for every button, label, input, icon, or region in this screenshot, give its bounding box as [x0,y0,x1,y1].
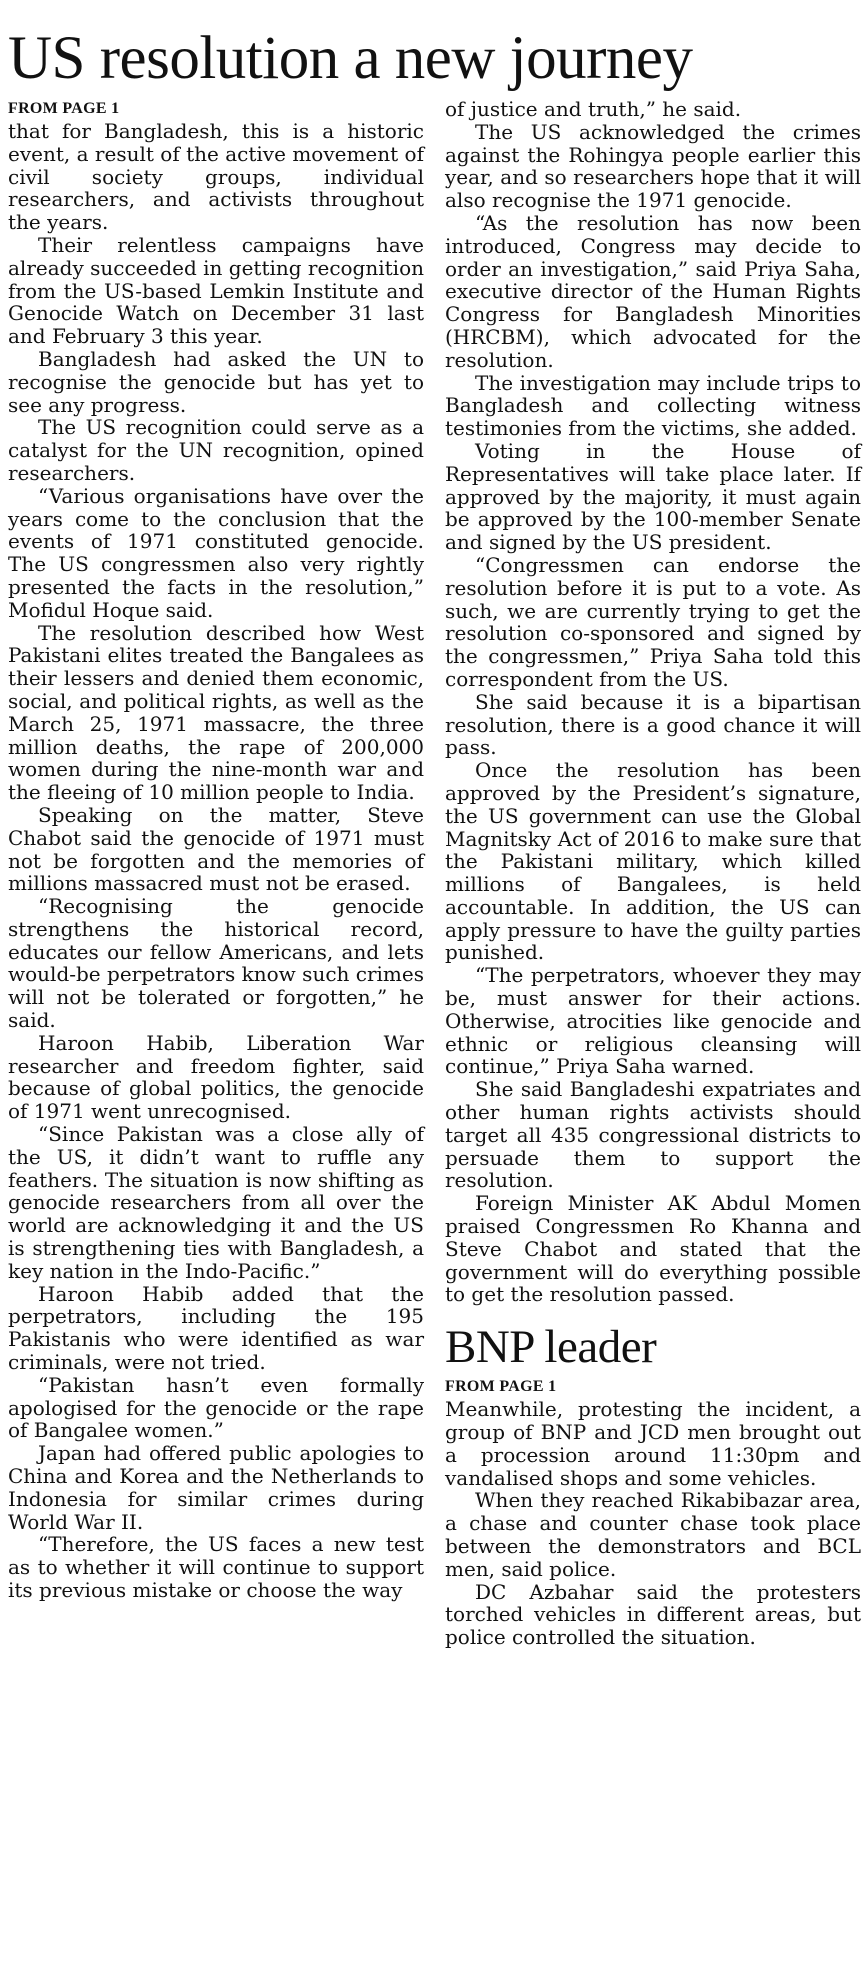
article-paragraph: She said because it is a bipartisan resolution, there is a good chance it will pass. [445,689,861,760]
article-paragraph: Foreign Minister AK Abdul Momen praised Congressmen Ro Khanna and Steve Chabot and stated that the government will do everything possible to get the resolution passed. [445,1191,861,1307]
article-paragraph: The US recognition could serve as a catalyst for the UN recognition, opined researchers. [8,415,424,485]
article-column-right [445,98,861,1649]
article-paragraph: The investigation may include trips to Bangladesh and collecting witness testimonies from the victims, she added. [445,370,861,441]
article-paragraph: “Since Pakistan was a close ally of the US, it didn’t want to ruffle any feathers. The situation is now shifting as genocide researchers from all over the world are acknowledging it and the US is strengthening ties with Bangladesh, a key nation in the Indo-Pacific.” [8,1122,424,1283]
article-paragraph: “Recognising the genocide strengthens the historical record, educates our fellow Americans, and lets would-be perpetrators know such crimes will not be tolerated or forgotten,” he said. [8,894,424,1033]
article-paragraph: of justice and truth,” he said. [445,97,742,121]
article-paragraph: She said Bangladeshi expatriates and other human rights activists should target all 435 congressional districts to persuade them to support the resolution. [445,1077,861,1193]
article-paragraph: DC Azbahar said the protesters torched vehicles in different areas, but police controlled the situation. [445,1579,861,1650]
article-paragraph: Bangladesh had asked the UN to recognise the genocide but has yet to see any progress. [8,346,424,417]
article-paragraph: “As the resolution has now been introduced, Congress may decide to order an investigation,” said Priya Saha, executive director of the Human Rights Congress for Bangladesh Minorities (HRCBM), which advocated for the resolution. [445,210,861,372]
article-paragraph: “The perpetrators, whoever they may be, must answer for their actions. Otherwise, atrocities like genocide and ethnic or religious cleansing will continue,” Priya Saha warned. [445,963,861,1079]
article-paragraph: The US acknowledged the crimes against the Rohingya people earlier this year, and so researchers hope that it will also recognise the 1971 genocide. [445,119,861,213]
article-paragraph: that for Bangladesh, this is a historic event, a result of the active movement of civil society groups, individual researchers, and activists throughout the years. [8,119,424,235]
article-paragraph: Speaking on the matter, Steve Chabot said the genocide of 1971 must not be forgotten and the memories of millions massacred must not be erased. [8,802,424,896]
article-column-left [8,98,424,1602]
article-paragraph: Voting in the House of Representatives will take place later. If approved by the majority, it must again be approved by the 100-member Senate and signed by the US president. [445,438,861,555]
article-paragraph: Haroon Habib added that the perpetrators, including the 195 Pakistanis who were identified as war criminals, were not tried. [8,1281,424,1375]
article-paragraph: “Various organisations have over the years come to the conclusion that the events of 1971 constituted genocide. The US congressmen also very rightly presented the facts in the resolution,” Mofidul Hoque said. [8,483,424,622]
article-paragraph: Their relentless campaigns have already succeeded in getting recognition from the US-based Lemkin Institute and Genocide Watch on December 31 last and February 3 this year. [8,232,424,349]
article-paragraph: Once the resolution has been approved by the President’s signature, the US government can use the Global Magnitsky Act of 2016 to make sure that the Pakistani military, which killed millions of Bangalees, is held accountable. In addition, the US can apply pressure to have the guilty parties punished. [445,758,861,965]
article-headline: US resolution a new journey [8,25,693,92]
second-article-headline: BNP leader [445,1321,657,1374]
article-paragraph: “Therefore, the US faces a new test as to whether it will continue to support its previous mistake or choose the way [8,1532,424,1602]
article-paragraph: Haroon Habib, Liberation War researcher and freedom fighter, said because of global politics, the genocide of 1971 went unrecognised. [8,1030,424,1124]
article-paragraph: Japan had offered public apologies to China and Korea and the Netherlands to Indonesia for similar crimes during World War II. [8,1441,424,1534]
article-paragraph: When they reached Rikabibazar area, a chase and counter chase took place between the demonstrators and BCL men, said police. [445,1488,861,1581]
article-paragraph: Meanwhile, protesting the incident, a group of BNP and JCD men brought out a procession around 11:30pm and vandalised shops and some vehicles. [445,1397,861,1490]
article-paragraph: “Congressmen can endorse the resolution before it is put to a vote. As such, we are currently trying to get the resolution co-sponsored and signed by the congressmen,” Priya Saha told this correspondent from the US. [445,552,861,691]
article-byline: FROM PAGE 1 [8,100,120,117]
article-paragraph: “Pakistan hasn’t even formally apologised for the genocide or the rape of Bangalee women.” [8,1372,424,1443]
second-article-byline: FROM PAGE 1 [445,1378,557,1396]
article-paragraph: The resolution described how West Pakistani elites treated the Bangalees as their lessers and denied them economic, social, and political rights, as well as the March 25, 1971 massacre, the three million deaths, the rape of 200,000 women during the nine-month war and the fleeing of 10 million people to India. [8,620,424,805]
